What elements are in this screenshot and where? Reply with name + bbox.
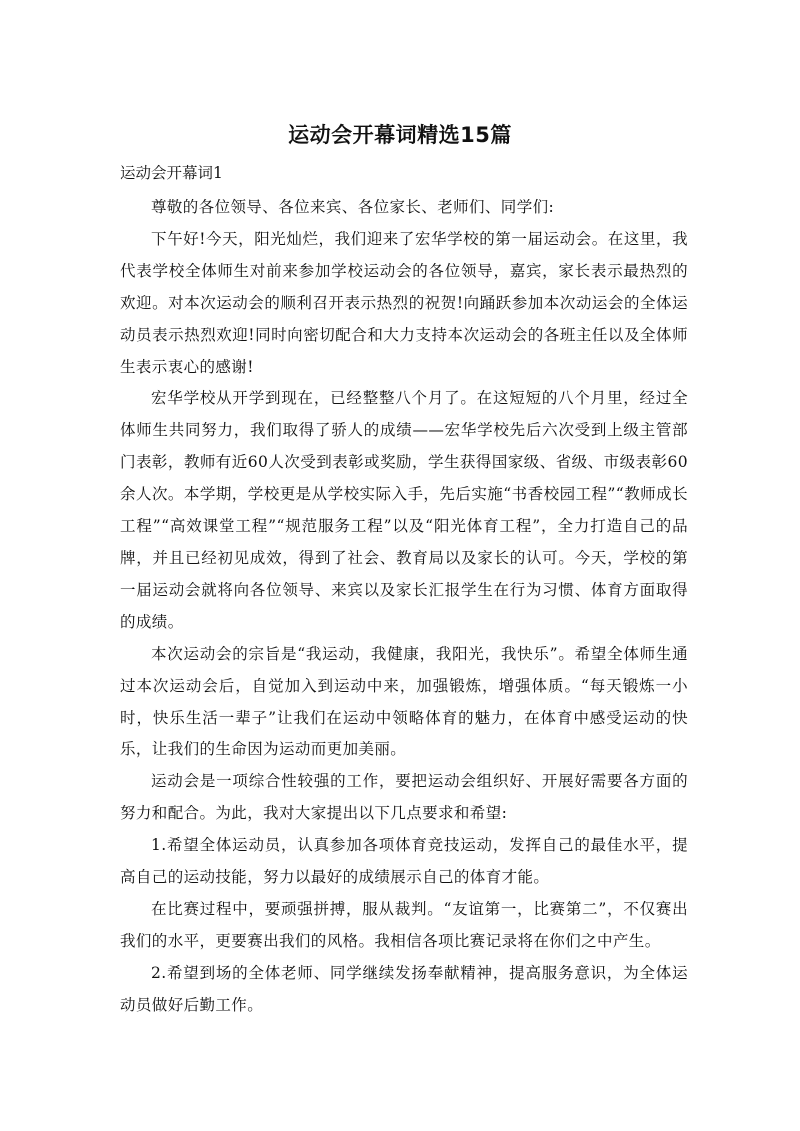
paragraph-requirement-2: 2.希望到场的全体老师、同学继续发扬奉献精神，提高服务意识，为全体运动员做好后勤工作。 xyxy=(120,963,688,1014)
section-heading: 运动会开幕词1 xyxy=(120,164,223,182)
paragraph-requirement-1: 1.希望全体运动员，认真参加各项体育竞技运动，发挥自己的最佳水平，提高自己的运动技能，努力以最好的成绩展示自己的体育才能。 xyxy=(120,836,688,887)
paragraph-achievements: 宏华学校从开学到现在，已经整整八个月了。在这短短的八个月里，经过全体师生共同努力，我们取得了骄人的成绩——宏华学校先后六次受到上级主管部门表彰，教师有近60人次受到表彰或奖励，学生获得国家级、省级、市级表彰60余人次。本学期，学校更是从学校实际入手，先后实施“书香校园工程”“教师成长工程”“高效课堂工程”“规范服务工程”以及“阳光体育工程”，全力打造自己的品牌，并且已经初见成效，得到了社会、教育局以及家长的认可。今天，学校的第一届运动会就将向各位领导、来宾以及家长汇报学生在行为习惯、体育方面取得的成绩。 xyxy=(120,389,688,631)
paragraph-competition: 在比赛过程中，要顽强拼搏，服从裁判。“友谊第一，比赛第二”，不仅赛出我们的水平，更要赛出我们的风格。我相信各项比赛记录将在你们之中产生。 xyxy=(120,899,688,950)
paragraph-welcome: 下午好!今天，阳光灿烂，我们迎来了宏华学校的第一届运动会。在这里，我代表学校全体师生对前来参加学校运动会的各位领导，嘉宾，家长表示最热烈的欢迎。对本次运动会的顺利召开表示热烈的祝贺!向踊跃参加本次动运会的全体运动员表示热烈欢迎!同时向密切配合和大力支持本次运动会的各班主任以及全体师生表示衷心的感谢! xyxy=(120,229,688,376)
paragraph-requirements-intro: 运动会是一项综合性较强的工作，要把运动会组织好、开展好需要各方面的努力和配合。为此，我对大家提出以下几点要求和希望: xyxy=(120,772,688,823)
document-title: 运动会开幕词精选15篇 xyxy=(288,123,512,147)
paragraph-greeting: 尊敬的各位领导、各位来宾、各位家长、老师们、同学们: xyxy=(151,198,555,216)
document-body xyxy=(120,192,688,1022)
paragraph-purpose: 本次运动会的宗旨是“我运动，我健康，我阳光，我快乐”。希望全体师生通过本次运动会后，自觉加入到运动中来，加强锻炼，增强体质。“每天锻炼一小时，快乐生活一辈子”让我们在运动中领略体育的魅力，在体育中感受运动的快乐，让我们的生命因为运动而更加美丽。 xyxy=(120,644,688,759)
